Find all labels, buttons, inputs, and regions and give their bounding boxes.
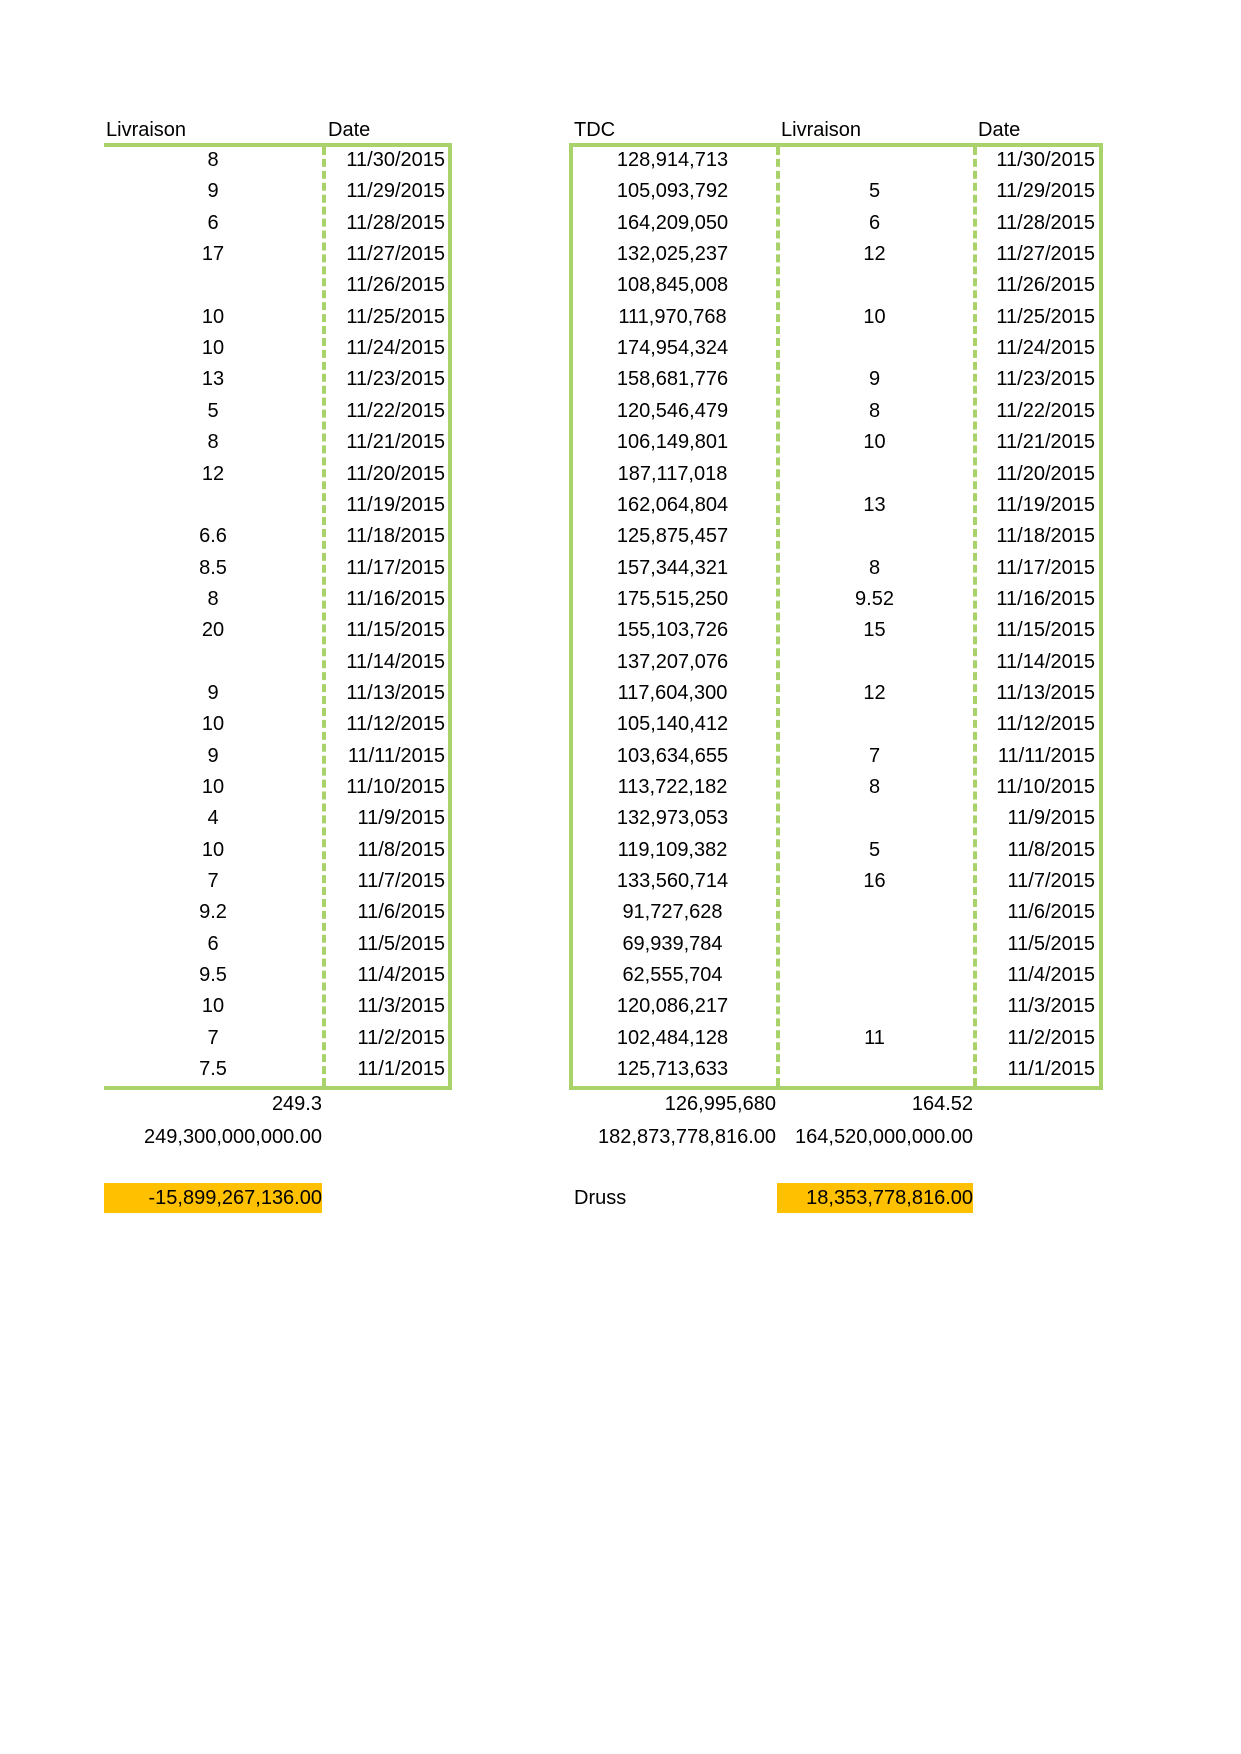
left-livraison-cell: 12 bbox=[201, 463, 225, 485]
left-livraison-cell: 5 bbox=[207, 400, 219, 422]
right-livraison-cell bbox=[776, 270, 973, 301]
right-tdc-cell: 132,973,053 bbox=[616, 807, 729, 829]
right-livraison-cell: 9.52 bbox=[855, 588, 894, 610]
left-date-cell: 11/25/2015 bbox=[346, 306, 445, 328]
right-livraison-cell bbox=[776, 145, 973, 176]
right-tdc-cell: 164,209,050 bbox=[616, 212, 729, 234]
left-livraison-cell: 9.5 bbox=[199, 964, 227, 986]
right-livraison-cell bbox=[776, 991, 973, 1022]
druss-value-highlight: 18,353,778,816.00 bbox=[777, 1183, 973, 1213]
left-livraison-cell: 10 bbox=[201, 337, 225, 359]
right-date-cell: 11/6/2015 bbox=[1007, 901, 1095, 923]
right-livraison-total: 164.52 bbox=[911, 1093, 973, 1115]
left-livraison-cell: 8.5 bbox=[199, 557, 227, 579]
right-tdc-cell: 175,515,250 bbox=[616, 588, 729, 610]
left-livraison-cell: 10 bbox=[201, 306, 225, 328]
right-tdc-cell: 62,555,704 bbox=[622, 964, 723, 986]
right-tdc-cell: 158,681,776 bbox=[616, 368, 729, 390]
left-livraison-cell: 6 bbox=[207, 212, 219, 234]
right-tdc-cell: 125,875,457 bbox=[616, 525, 729, 547]
right-tdc-cell: 106,149,801 bbox=[616, 431, 729, 453]
left-date-cell: 11/15/2015 bbox=[346, 619, 445, 641]
left-date-cell: 11/17/2015 bbox=[346, 557, 445, 579]
left-livraison-cell: 9 bbox=[207, 745, 219, 767]
right-livraison-cell bbox=[776, 960, 973, 991]
right-date-cell: 11/23/2015 bbox=[996, 368, 1095, 390]
right-date-cell: 11/1/2015 bbox=[1007, 1058, 1095, 1080]
left-livraison-cell: 9.2 bbox=[199, 901, 227, 923]
right-tdc-cell: 105,093,792 bbox=[616, 180, 729, 202]
left-livraison-cell: 17 bbox=[201, 243, 225, 265]
right-livraison-cell bbox=[776, 897, 973, 928]
right-date-cell: 11/3/2015 bbox=[1007, 995, 1095, 1017]
right-date-cell: 11/18/2015 bbox=[996, 525, 1095, 547]
right-date-cell: 11/21/2015 bbox=[996, 431, 1095, 453]
right-tdc-cell: 102,484,128 bbox=[616, 1027, 729, 1049]
left-date-cell: 11/18/2015 bbox=[346, 525, 445, 547]
left-date-cell: 11/11/2015 bbox=[347, 745, 445, 767]
right-livraison-cell: 5 bbox=[868, 180, 881, 202]
right-tdc-cell: 187,117,018 bbox=[617, 463, 728, 485]
right-livraison-cell: 12 bbox=[863, 243, 886, 265]
right-tdc-cell: 113,722,182 bbox=[617, 776, 728, 798]
left-date-cell: 11/9/2015 bbox=[357, 807, 445, 829]
left-date-cell: 11/30/2015 bbox=[346, 149, 445, 171]
right-date-cell: 11/19/2015 bbox=[996, 494, 1095, 516]
right-livraison-cell bbox=[776, 709, 973, 740]
left-livraison-cell: 8 bbox=[207, 149, 219, 171]
right-livraison-scaled: 164,520,000,000.00 bbox=[795, 1126, 973, 1148]
left-livraison-cell: 8 bbox=[207, 588, 219, 610]
right-date-cell: 11/4/2015 bbox=[1007, 964, 1095, 986]
right-livraison-cell: 6 bbox=[868, 212, 881, 234]
right-tdc-cell: 174,954,324 bbox=[616, 337, 729, 359]
right-livraison-cell: 11 bbox=[864, 1027, 885, 1049]
right-livraison-cell bbox=[776, 647, 973, 678]
left-difference-highlight: -15,899,267,136.00 bbox=[104, 1183, 322, 1213]
right-date-cell: 11/5/2015 bbox=[1007, 933, 1095, 955]
right-date-cell: 11/7/2015 bbox=[1007, 870, 1095, 892]
right-date-cell: 11/26/2015 bbox=[996, 274, 1095, 296]
right-tdc-cell: 157,344,321 bbox=[616, 557, 729, 579]
druss-label: Druss bbox=[574, 1187, 627, 1209]
left-date-cell: 11/29/2015 bbox=[346, 180, 445, 202]
right-livraison-cell bbox=[776, 521, 973, 552]
right-header-date: Date bbox=[978, 119, 1021, 141]
right-tdc-average: 126,995,680 bbox=[664, 1093, 776, 1115]
right-date-cell: 11/13/2015 bbox=[996, 682, 1095, 704]
right-tdc-cell: 108,845,008 bbox=[616, 274, 729, 296]
right-livraison-cell: 16 bbox=[863, 870, 886, 892]
right-tdc-cell: 137,207,076 bbox=[616, 651, 729, 673]
left-livraison-cell: 6 bbox=[207, 933, 219, 955]
left-livraison-cell: 10 bbox=[201, 995, 225, 1017]
left-livraison-cell: 10 bbox=[201, 839, 225, 861]
left-livraison-cell: 4 bbox=[207, 807, 219, 829]
right-tdc-cell: 120,086,217 bbox=[616, 995, 729, 1017]
left-date-cell: 11/16/2015 bbox=[346, 588, 445, 610]
left-date-cell: 11/14/2015 bbox=[346, 651, 445, 673]
right-livraison-cell bbox=[776, 1054, 973, 1085]
right-tdc-cell: 111,970,768 bbox=[618, 306, 727, 328]
left-date-cell: 11/21/2015 bbox=[346, 431, 445, 453]
right-date-cell: 11/27/2015 bbox=[996, 243, 1095, 265]
left-date-cell: 11/2/2015 bbox=[357, 1027, 445, 1049]
right-livraison-cell bbox=[776, 929, 973, 960]
right-date-cell: 11/10/2015 bbox=[996, 776, 1095, 798]
left-date-cell: 11/3/2015 bbox=[357, 995, 445, 1017]
right-livraison-cell: 7 bbox=[868, 745, 881, 767]
right-livraison-cell: 8 bbox=[868, 557, 881, 579]
right-date-cell: 11/2/2015 bbox=[1007, 1027, 1095, 1049]
left-date-cell: 11/27/2015 bbox=[346, 243, 445, 265]
right-tdc-cell: 119,109,382 bbox=[617, 839, 728, 861]
right-livraison-cell: 15 bbox=[863, 619, 886, 641]
right-tdc-cell: 132,025,237 bbox=[616, 243, 729, 265]
left-date-cell: 11/26/2015 bbox=[346, 274, 445, 296]
right-tdc-total: 182,873,778,816.00 bbox=[598, 1126, 776, 1148]
right-date-cell: 11/24/2015 bbox=[996, 337, 1095, 359]
left-livraison-cell: 10 bbox=[201, 713, 225, 735]
left-date-cell: 11/20/2015 bbox=[346, 463, 445, 485]
left-date-cell: 11/10/2015 bbox=[346, 776, 445, 798]
right-livraison-cell bbox=[776, 459, 973, 490]
left-date-cell: 11/6/2015 bbox=[357, 901, 445, 923]
right-tdc-cell: 155,103,726 bbox=[616, 619, 729, 641]
right-livraison-cell: 9 bbox=[868, 368, 881, 390]
left-date-cell: 11/23/2015 bbox=[346, 368, 445, 390]
left-livraison-cell bbox=[104, 647, 322, 678]
right-date-cell: 11/11/2015 bbox=[997, 745, 1095, 767]
right-livraison-cell: 5 bbox=[868, 839, 881, 861]
left-date-cell: 11/1/2015 bbox=[357, 1058, 445, 1080]
left-livraison-cell: 8 bbox=[207, 431, 219, 453]
left-date-cell: 11/24/2015 bbox=[346, 337, 445, 359]
right-tdc-cell: 128,914,713 bbox=[616, 149, 729, 171]
left-date-cell: 11/8/2015 bbox=[357, 839, 445, 861]
left-livraison-cell: 6.6 bbox=[199, 525, 227, 547]
right-date-cell: 11/25/2015 bbox=[996, 306, 1095, 328]
left-livraison-cell bbox=[104, 490, 322, 521]
right-date-cell: 11/28/2015 bbox=[996, 212, 1095, 234]
right-livraison-cell: 10 bbox=[863, 306, 886, 328]
right-tdc-cell: 162,064,804 bbox=[616, 494, 729, 516]
right-header-livraison: Livraison bbox=[781, 119, 862, 141]
right-tdc-cell: 125,713,633 bbox=[616, 1058, 729, 1080]
right-date-cell: 11/12/2015 bbox=[996, 713, 1095, 735]
left-header-livraison: Livraison bbox=[106, 119, 187, 141]
left-livraison-cell: 9 bbox=[207, 180, 219, 202]
left-date-cell: 11/7/2015 bbox=[357, 870, 445, 892]
right-livraison-cell: 13 bbox=[863, 494, 886, 516]
right-header-tdc: TDC bbox=[574, 119, 616, 141]
right-date-cell: 11/29/2015 bbox=[996, 180, 1095, 202]
left-total-scaled: 249,300,000,000.00 bbox=[144, 1126, 322, 1148]
right-livraison-cell bbox=[776, 803, 973, 834]
right-tdc-cell: 120,546,479 bbox=[616, 400, 729, 422]
right-tdc-cell: 103,634,655 bbox=[616, 745, 729, 767]
left-date-cell: 11/5/2015 bbox=[357, 933, 445, 955]
right-tdc-cell: 91,727,628 bbox=[622, 901, 723, 923]
left-date-cell: 11/28/2015 bbox=[346, 212, 445, 234]
left-total: 249.3 bbox=[271, 1093, 322, 1115]
right-date-cell: 11/15/2015 bbox=[996, 619, 1095, 641]
right-date-cell: 11/9/2015 bbox=[1007, 807, 1095, 829]
right-date-cell: 11/20/2015 bbox=[996, 463, 1095, 485]
left-livraison-cell: 9 bbox=[207, 682, 219, 704]
right-tdc-cell: 69,939,784 bbox=[622, 933, 723, 955]
left-livraison-cell bbox=[104, 270, 322, 301]
left-livraison-cell: 7 bbox=[207, 1027, 219, 1049]
right-date-cell: 11/16/2015 bbox=[996, 588, 1095, 610]
right-date-cell: 11/17/2015 bbox=[996, 557, 1095, 579]
left-livraison-cell: 7 bbox=[207, 870, 219, 892]
left-livraison-cell: 10 bbox=[201, 776, 225, 798]
left-livraison-cell: 13 bbox=[201, 368, 225, 390]
right-tdc-cell: 105,140,412 bbox=[616, 713, 729, 735]
left-date-cell: 11/22/2015 bbox=[346, 400, 445, 422]
right-date-cell: 11/22/2015 bbox=[996, 400, 1095, 422]
right-tdc-cell: 117,604,300 bbox=[617, 682, 728, 704]
right-livraison-cell: 8 bbox=[868, 776, 881, 798]
right-livraison-cell: 12 bbox=[863, 682, 886, 704]
right-date-cell: 11/30/2015 bbox=[996, 149, 1095, 171]
right-date-cell: 11/8/2015 bbox=[1007, 839, 1095, 861]
left-livraison-cell: 20 bbox=[201, 619, 225, 641]
right-livraison-cell bbox=[776, 333, 973, 364]
left-date-cell: 11/19/2015 bbox=[346, 494, 445, 516]
right-date-cell: 11/14/2015 bbox=[996, 651, 1095, 673]
left-date-cell: 11/4/2015 bbox=[357, 964, 445, 986]
right-livraison-cell: 8 bbox=[868, 400, 881, 422]
right-tdc-cell: 133,560,714 bbox=[616, 870, 729, 892]
left-date-cell: 11/12/2015 bbox=[346, 713, 445, 735]
left-date-cell: 11/13/2015 bbox=[346, 682, 445, 704]
right-livraison-cell: 10 bbox=[863, 431, 886, 453]
left-header-date: Date bbox=[328, 119, 371, 141]
left-livraison-cell: 7.5 bbox=[199, 1058, 227, 1080]
